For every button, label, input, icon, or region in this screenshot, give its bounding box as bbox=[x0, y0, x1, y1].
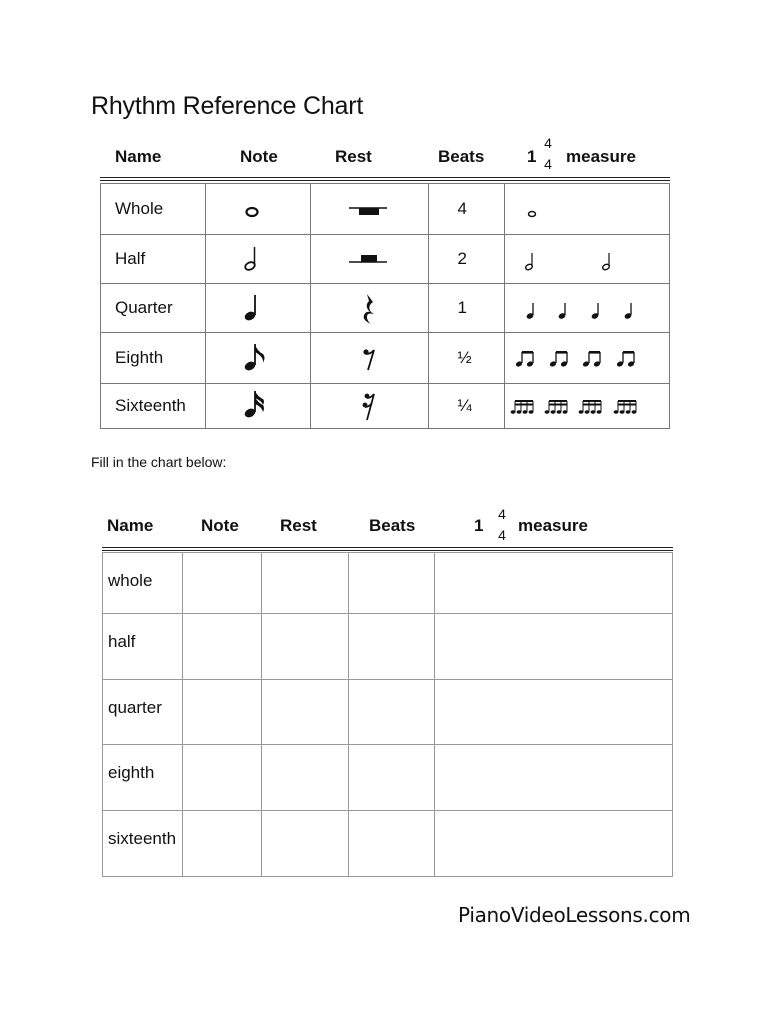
time-signature-top: 4 bbox=[498, 506, 506, 522]
beats-cell[interactable] bbox=[348, 553, 435, 614]
time-signature-bottom: 4 bbox=[498, 527, 506, 543]
row-name: whole bbox=[103, 553, 183, 614]
table-row bbox=[101, 235, 670, 284]
table-row bbox=[103, 811, 673, 877]
header-divider bbox=[100, 177, 670, 178]
header-beats: Beats bbox=[438, 147, 485, 166]
half-rest-icon bbox=[311, 235, 429, 284]
rest-cell[interactable] bbox=[261, 614, 348, 680]
rest-cell[interactable] bbox=[261, 553, 348, 614]
row-name: Eighth bbox=[101, 333, 206, 384]
header-note: Note bbox=[240, 147, 278, 166]
beats-cell[interactable] bbox=[348, 614, 435, 680]
row-name: quarter bbox=[103, 680, 183, 745]
measure-half-icon bbox=[504, 235, 669, 284]
row-beats: ½ bbox=[429, 333, 505, 384]
table-row bbox=[101, 384, 670, 429]
instruction-text: Fill in the chart below: bbox=[91, 454, 227, 470]
row-name: Whole bbox=[101, 184, 206, 235]
beats-cell[interactable] bbox=[348, 811, 435, 877]
header-rest: Rest bbox=[335, 147, 372, 166]
table-row bbox=[101, 184, 670, 235]
header-measure: measure bbox=[566, 147, 636, 166]
half-note-icon bbox=[206, 235, 311, 284]
note-cell[interactable] bbox=[182, 745, 261, 811]
header-note: Note bbox=[201, 516, 239, 535]
table-row bbox=[103, 745, 673, 811]
row-beats: 1 bbox=[429, 284, 505, 333]
measure-whole-icon bbox=[504, 184, 669, 235]
row-name: sixteenth bbox=[103, 811, 183, 877]
measure-cell[interactable] bbox=[435, 614, 673, 680]
note-cell[interactable] bbox=[182, 811, 261, 877]
header-name: Name bbox=[115, 147, 162, 166]
header-beats: Beats bbox=[369, 516, 416, 535]
quarter-rest-icon bbox=[311, 284, 429, 333]
row-beats: 4 bbox=[429, 184, 505, 235]
table-row bbox=[101, 284, 670, 333]
measure-quarter-icon bbox=[504, 284, 669, 333]
measure-sixteenth-icon bbox=[504, 384, 669, 429]
sixteenth-note-icon bbox=[206, 384, 311, 429]
eighth-rest-icon bbox=[311, 333, 429, 384]
row-beats: 2 bbox=[429, 235, 505, 284]
header-measure: measure bbox=[518, 516, 588, 535]
time-signature-bottom: 4 bbox=[544, 156, 552, 172]
note-cell[interactable] bbox=[182, 553, 261, 614]
quarter-note-icon bbox=[206, 284, 311, 333]
page-title: Rhythm Reference Chart bbox=[91, 92, 364, 120]
time-signature-top: 4 bbox=[544, 135, 552, 151]
reference-table bbox=[100, 183, 670, 429]
measure-cell[interactable] bbox=[435, 680, 673, 745]
row-name: Half bbox=[101, 235, 206, 284]
footer-website: PianoVideoLessons.com bbox=[458, 903, 691, 927]
beats-cell[interactable] bbox=[348, 680, 435, 745]
row-name: Sixteenth bbox=[101, 384, 206, 429]
whole-note-icon bbox=[206, 184, 311, 235]
header-divider bbox=[102, 550, 673, 551]
row-name: half bbox=[103, 614, 183, 680]
sixteenth-rest-icon bbox=[311, 384, 429, 429]
measure-cell[interactable] bbox=[435, 745, 673, 811]
whole-rest-icon bbox=[311, 184, 429, 235]
header-measure-count: 1 bbox=[527, 147, 537, 166]
header-name: Name bbox=[107, 516, 154, 535]
eighth-note-icon bbox=[206, 333, 311, 384]
header-rest: Rest bbox=[280, 516, 317, 535]
header-divider bbox=[102, 547, 673, 548]
beats-cell[interactable] bbox=[348, 745, 435, 811]
measure-eighth-icon bbox=[504, 333, 669, 384]
row-name: eighth bbox=[103, 745, 183, 811]
note-cell[interactable] bbox=[182, 680, 261, 745]
fill-in-table bbox=[102, 552, 673, 877]
rest-cell[interactable] bbox=[261, 680, 348, 745]
note-cell[interactable] bbox=[182, 614, 261, 680]
table-row bbox=[103, 553, 673, 614]
rest-cell[interactable] bbox=[261, 811, 348, 877]
row-name: Quarter bbox=[101, 284, 206, 333]
table-row bbox=[103, 680, 673, 745]
header-divider bbox=[100, 180, 670, 181]
table-row bbox=[101, 333, 670, 384]
row-beats: ¼ bbox=[429, 384, 505, 429]
measure-cell[interactable] bbox=[435, 553, 673, 614]
header-measure-count: 1 bbox=[474, 516, 484, 535]
table-row bbox=[103, 614, 673, 680]
rest-cell[interactable] bbox=[261, 745, 348, 811]
measure-cell[interactable] bbox=[435, 811, 673, 877]
